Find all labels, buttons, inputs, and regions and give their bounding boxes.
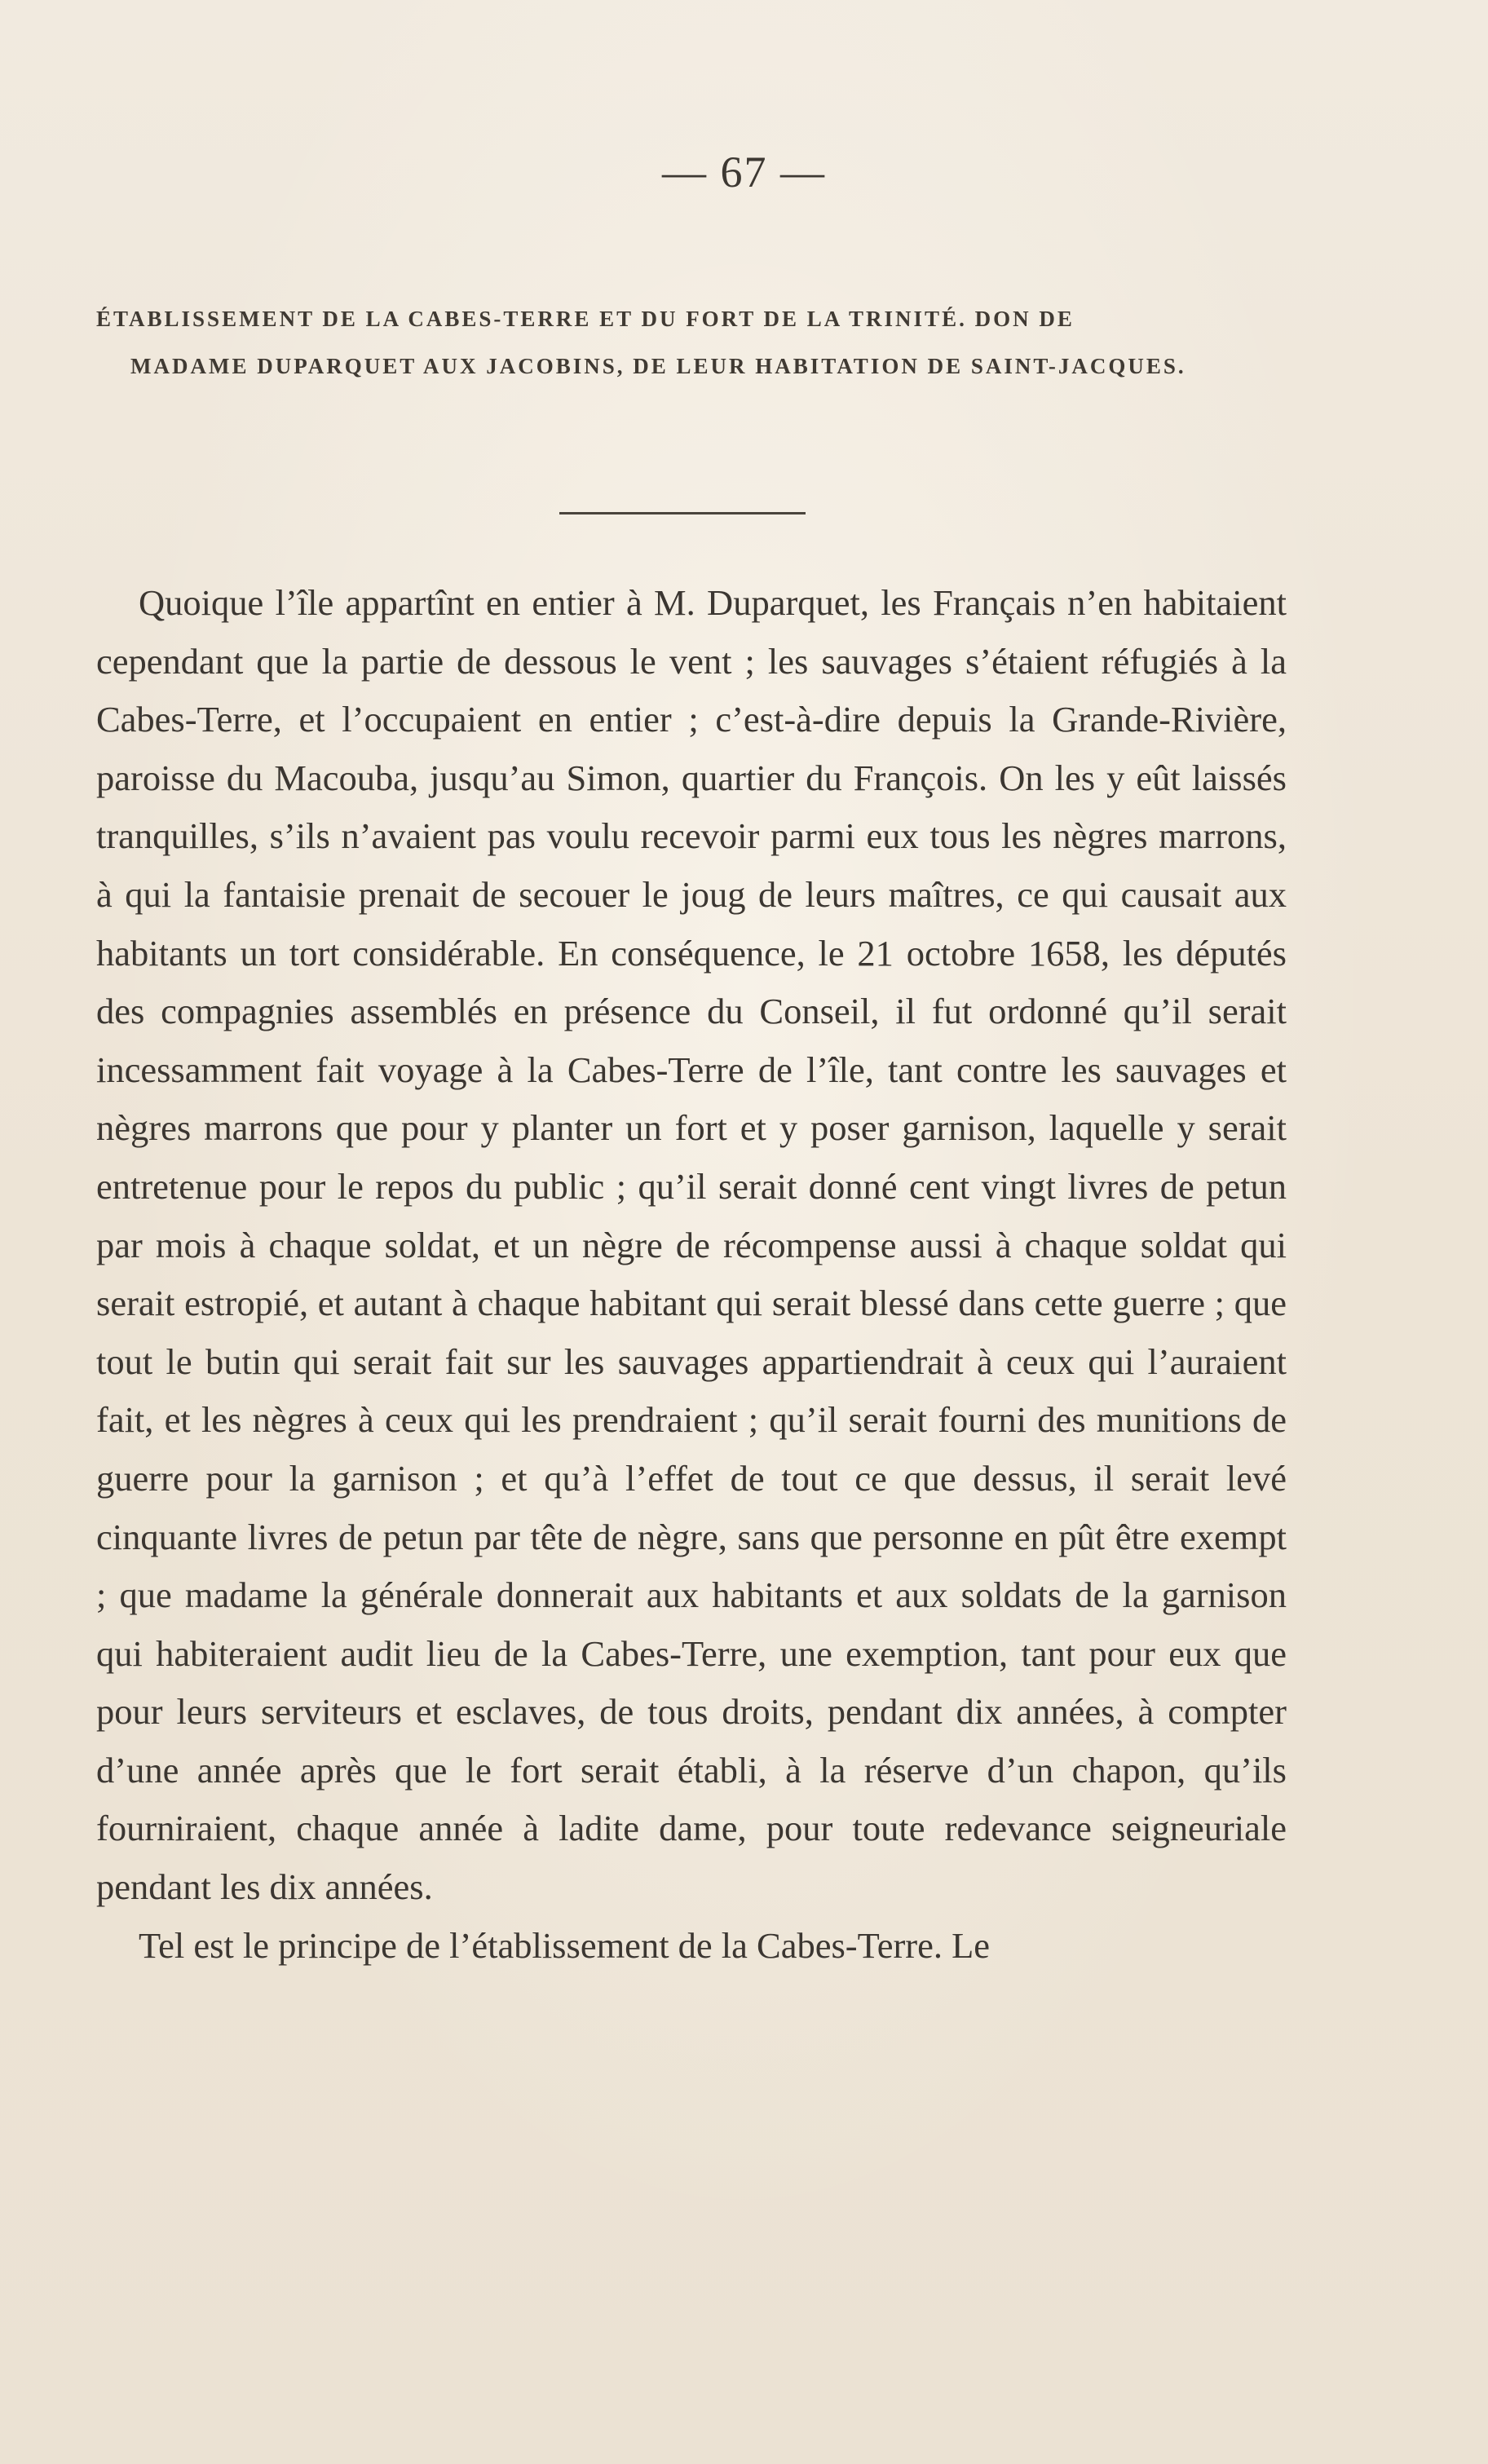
body-text [96, 574, 1287, 1975]
paragraph: Tel est le principe de l’établissement de la Cabes-Terre. Le [139, 1924, 991, 1966]
chapter-heading [96, 295, 1287, 390]
section-divider [559, 512, 806, 514]
chapter-heading-line-1: ÉTABLISSEMENT DE LA CABES-TERRE ET DU FORT DE LA TRINITÉ. DON DE [96, 307, 1075, 331]
paragraph: Quoique l’île appartînt en entier à M. Duparquet, les Français n’en habitaient cependant que la partie de dessous le vent ; les sauvages s’étaient réfugiés à la Cabes-Terre, et l’occupaient en entier ; c’est-à-dire depuis la Grande-Rivière, paroisse du Macouba, jusqu’au Simon, quartier du François. On les y eût laissés tranquilles, s’ils n’avaient pas voulu recevoir parmi eux tous les nègres marrons, à qui la fantaisie prenait de secouer le joug de leurs maîtres, ce qui causait aux habitants un tort considérable. En conséquence, le 21 octobre 1658, les députés des compagnies assemblés en présence du Conseil, il fut ordonné qu’il serait incessamment fait voyage à la Cabes-Terre de l’île, tant contre les sauvages et nègres marrons que pour y planter un fort et y poser garnison, laquelle y serait entretenue pour le repos du public ; qu’il serait donné cent vingt livres de petun par mois à chaque soldat, et un nègre de récompense aussi à chaque soldat qui serait estropié, et autant à chaque habitant qui serait blessé dans cette guerre ; que tout le butin qui serait fait sur les sauvages appartiendrait à ceux qui l’auraient fait, et les nègres à ceux qui les prendraient ; qu’il serait fourni des munitions de guerre pour la garnison ; et qu’à l’effet de tout ce que dessus, il serait levé cinquante livres de petun par tête de nègre, sans que personne en pût être exempt ; que madame la générale donnerait aux habitants et aux soldats de la garnison qui habiteraient audit lieu de la Cabes-Terre, une exemption, tant pour eux que pour leurs serviteurs et esclaves, de tous droits, pendant dix années, à compter d’une année après que le fort serait établi, à la réserve d’un chapon, qu’ils fourniraient, chaque année à ladite dame, pour toute redevance seigneuriale pendant les dix années. [96, 582, 1287, 1908]
chapter-heading-line-2: MADAME DUPARQUET AUX JACOBINS, DE LEUR HABITATION DE SAINT-JACQUES. [130, 354, 1186, 378]
page-number: — 67 — [662, 148, 826, 197]
